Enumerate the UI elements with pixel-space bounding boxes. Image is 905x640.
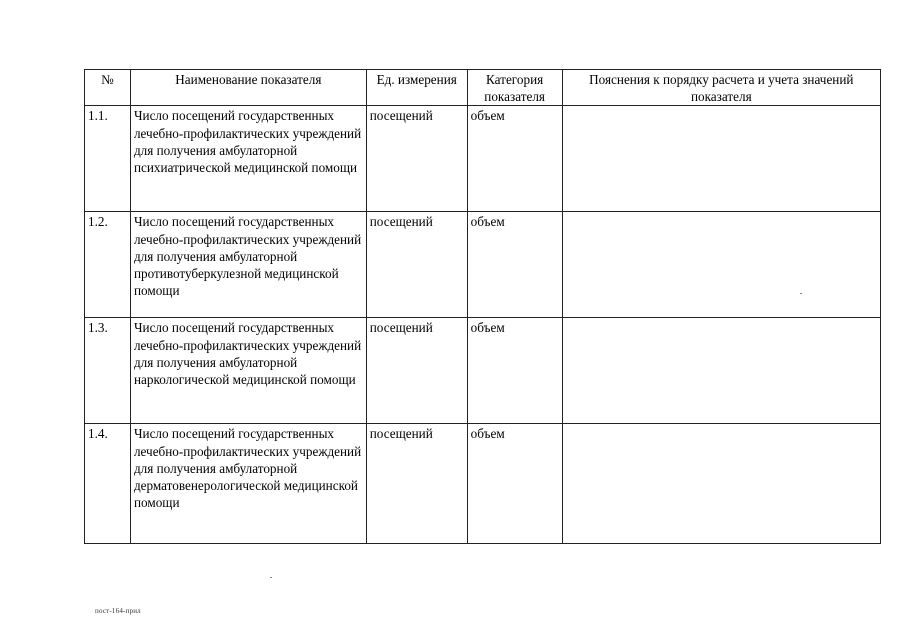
scan-speck (800, 293, 802, 294)
table-row (85, 424, 881, 544)
header-note: Пояснения к порядку расчета и учета значений показателя (562, 70, 880, 106)
row-note (562, 106, 880, 212)
row-unit: посещений (366, 212, 467, 318)
row-unit: посещений (366, 106, 467, 212)
row-note (562, 212, 880, 318)
header-unit: Ед. измерения (366, 70, 467, 106)
row-note (562, 318, 880, 424)
row-unit: посещений (366, 424, 467, 544)
table-header-row (85, 70, 881, 106)
row-num: 1.3. (85, 318, 131, 424)
row-name: Число посещений государственных лечебно-профилактических учреждений для получения амбулаторной наркологической медицинской помощи (130, 318, 366, 424)
footer-filename: пост-164-прил (95, 607, 141, 615)
row-category: объем (467, 106, 562, 212)
row-num: 1.1. (85, 106, 131, 212)
row-name: Число посещений государственных лечебно-профилактических учреждений для получения амбулаторной психиатрической медицинской помощи (130, 106, 366, 212)
row-category: объем (467, 318, 562, 424)
row-name: Число посещений государственных лечебно-профилактических учреждений для получения амбулаторной дерматовенерологической медицинской помощи (130, 424, 366, 544)
row-name: Число посещений государственных лечебно-профилактических учреждений для получения амбулаторной противотуберкулезной медицинской помощи (130, 212, 366, 318)
row-note (562, 424, 880, 544)
row-category: объем (467, 212, 562, 318)
row-num: 1.2. (85, 212, 131, 318)
indicators-table (84, 69, 881, 544)
table-row (85, 106, 881, 212)
row-unit: посещений (366, 318, 467, 424)
header-name: Наименование показателя (130, 70, 366, 106)
table-row (85, 318, 881, 424)
table-row (85, 212, 881, 318)
header-num: № (85, 70, 131, 106)
scan-speck (270, 577, 272, 578)
header-category: Категория показателя (467, 70, 562, 106)
row-num: 1.4. (85, 424, 131, 544)
row-category: объем (467, 424, 562, 544)
